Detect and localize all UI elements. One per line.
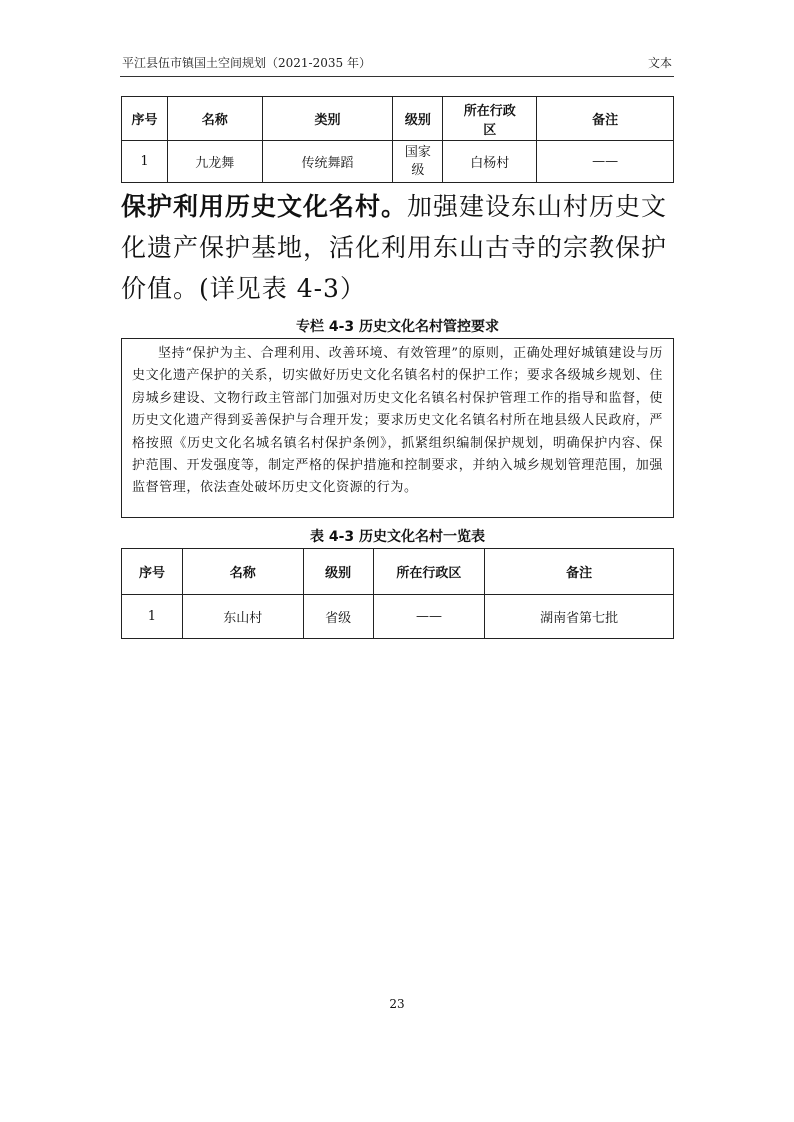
col-header: 级别 xyxy=(303,549,373,595)
box-caption: 专栏 4-3 历史文化名村管控要求 xyxy=(295,319,500,335)
page-number: 23 xyxy=(389,997,405,1011)
col-header: 名称 xyxy=(182,549,303,595)
col-header: 名称 xyxy=(167,97,262,141)
col-header: 备注 xyxy=(485,549,674,595)
section-label: 文本 xyxy=(647,56,672,70)
table-cell: 省级 xyxy=(303,595,373,639)
village-table xyxy=(121,548,674,639)
table-cell: —— xyxy=(373,595,485,639)
table-header-row xyxy=(122,549,674,595)
header-divider xyxy=(120,76,674,77)
table-header-row xyxy=(122,97,674,141)
col-header: 序号 xyxy=(122,549,183,595)
col-header: 序号 xyxy=(122,97,168,141)
table-row xyxy=(122,141,674,183)
col-header: 所在行政区 xyxy=(373,549,485,595)
table-cell: 东山村 xyxy=(182,595,303,639)
table-cell: 1 xyxy=(122,595,183,639)
table-cell: 1 xyxy=(122,141,168,183)
page-header xyxy=(122,54,672,74)
paragraph-body: 加强建设东山村历史文化遗产保护基地，活化利用东山古寺的宗教保护价值。(详见表 4-3） xyxy=(121,192,668,303)
col-header: 类别 xyxy=(262,97,393,141)
heritage-table xyxy=(121,96,674,183)
table-row xyxy=(122,595,674,639)
table-cell: 九龙舞 xyxy=(167,141,262,183)
table-caption: 表 4-3 历史文化名村一览表 xyxy=(309,529,486,545)
document-title: 平江县伍市镇国土空间规划（2021-2035 年） xyxy=(122,56,371,70)
requirements-box: 坚持“保护为主、合理利用、改善环境、有效管理”的原则，正确处理好城镇建设与历史文化遗产保护的关系，切实做好历史文化名镇名村的保护工作；要求各级城乡规划、住房城乡建设、文物行政主管部门加强对历史文化名镇名村保护管理工作的指导和监督，使历史文化遗产得到妥善保护与合理开发；要求历史文化名镇名村所在地县级人民政府，严格按照《历史文化名城名镇名村保护条例》，抓紧组织编制保护规划，明确保护内容、保护范围、开发强度等，制定严格的保护措施和控制要求，并纳入城乡规划管理范围，加强监督管理，依法查处破坏历史文化资源的行为。 xyxy=(121,338,674,518)
table-cell: 白杨村 xyxy=(443,141,537,183)
body-paragraph xyxy=(121,186,677,309)
table-cell: —— xyxy=(537,141,674,183)
table-cell: 传统舞蹈 xyxy=(262,141,393,183)
col-header: 所在行政区 xyxy=(443,97,537,141)
col-header: 级别 xyxy=(393,97,443,141)
table-cell: 国家级 xyxy=(393,141,443,183)
paragraph-lead: 保护利用历史文化名村。 xyxy=(121,192,408,221)
col-header: 备注 xyxy=(537,97,674,141)
table-cell: 湖南省第七批 xyxy=(485,595,674,639)
